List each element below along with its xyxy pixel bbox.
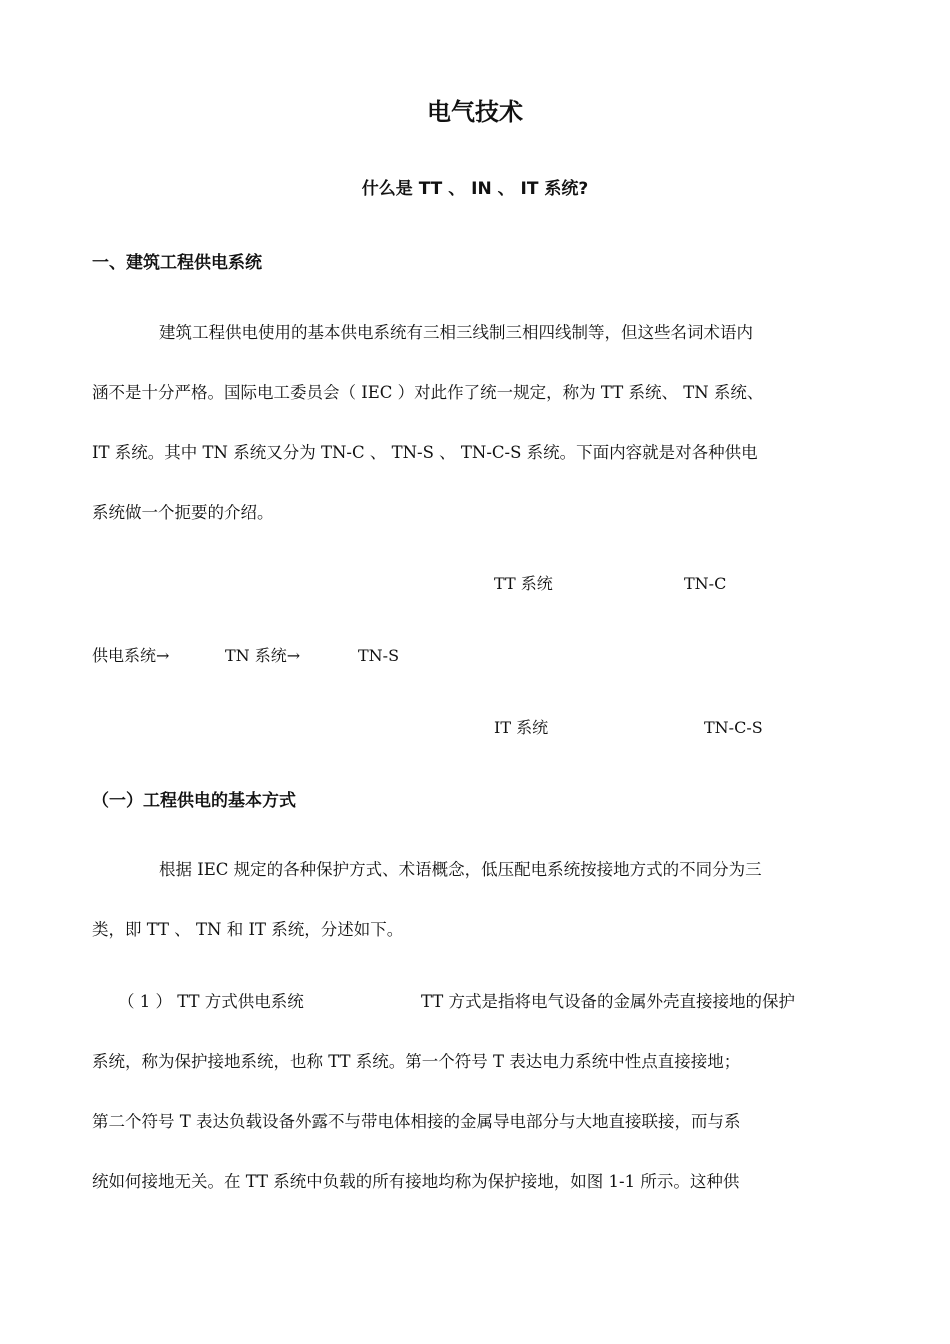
diagram-node-tn-c-s: TN-C-S	[704, 718, 763, 737]
paragraph-3-line-1: TT 方式是指将电气设备的金属外壳直接接地的保护	[421, 992, 796, 1011]
paragraph-1-line-2: 涵不是十分严格。国际电工委员会（ IEC ）对此作了统一规定，称为 TT 系统、 TN 系统、	[92, 383, 764, 402]
page-title: 电气技术	[427, 98, 523, 126]
paragraph-3-line-3: 第二个符号 T 表达负载设备外露不与带电体相接的金属导电部分与大地直接联接，而与系	[92, 1112, 741, 1131]
diagram-node-root: 供电系统→	[92, 646, 170, 665]
paragraph-1-line-3: IT 系统。其中 TN 系统又分为 TN-C 、 TN-S 、 TN-C-S 系统。下面内容就是对各种供电	[92, 443, 758, 462]
diagram-node-tn-s: TN-S	[358, 646, 400, 665]
paragraph-2-line-2: 类，即 TT 、 TN 和 IT 系统，分述如下。	[92, 920, 404, 939]
diagram-node-tn-c: TN-C	[684, 574, 727, 593]
paragraph-1-line-4: 系统做一个扼要的介绍。	[92, 503, 274, 522]
diagram-node-it: IT 系统	[494, 718, 549, 737]
paragraph-1-line-1: 建筑工程供电使用的基本供电系统有三相三线制三相四线制等，但这些名词术语内	[159, 323, 753, 342]
section-heading-1: 一、建筑工程供电系统	[92, 253, 262, 273]
diagram-node-tt: TT 系统	[494, 574, 553, 593]
paragraph-3-line-4: 统如何接地无关。在 TT 系统中负载的所有接地均称为保护接地，如图 1-1 所示。这种供	[92, 1172, 740, 1191]
subsection-heading-1: （一）工程供电的基本方式	[92, 791, 296, 811]
paragraph-3-prefix: （ 1 ） TT 方式供电系统	[118, 992, 304, 1011]
paragraph-3-line-2: 系统，称为保护接地系统，也称 TT 系统。第一个符号 T 表达电力系统中性点直接接地；	[92, 1052, 741, 1071]
diagram-node-tn: TN 系统→	[225, 646, 301, 665]
page-subtitle: 什么是 TT 、 IN 、 IT 系统?	[361, 179, 589, 199]
paragraph-2-line-1: 根据 IEC 规定的各种保护方式、术语概念，低压配电系统按接地方式的不同分为三	[159, 860, 762, 879]
